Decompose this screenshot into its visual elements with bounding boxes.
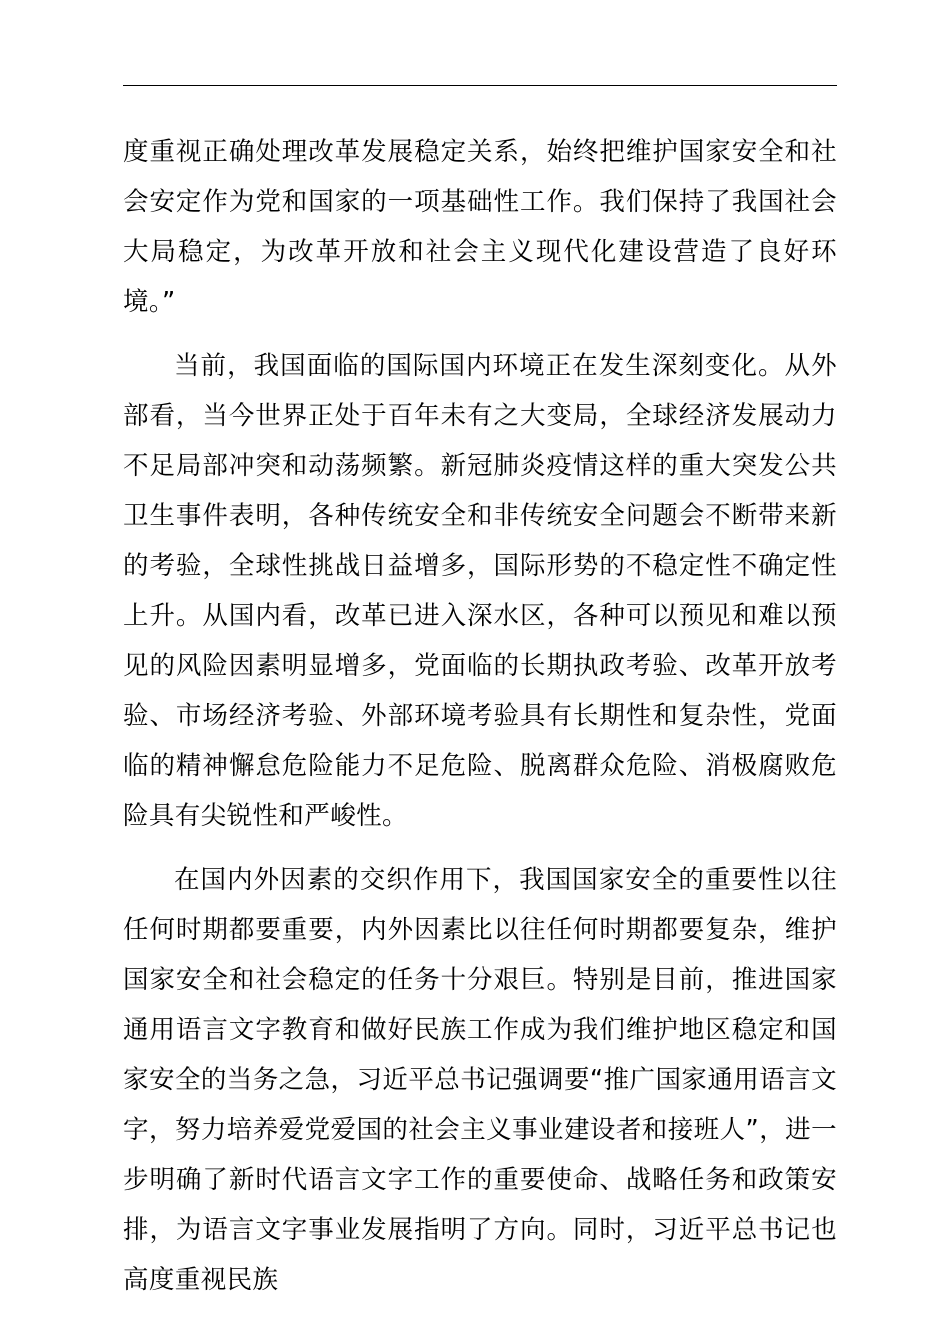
header-rule	[123, 85, 837, 86]
paragraph-continuation: 度重视正确处理改革发展稳定关系，始终把维护国家安全和社会安定作为党和国家的一项基础性工作。我们保持了我国社会大局稳定，为改革开放和社会主义现代化建设营造了良好环境。”	[123, 137, 837, 317]
paragraph-environment: 当前，我国面临的国际国内环境正在发生深刻变化。从外部看，当今世界正处于百年未有之大变局，全球经济发展动力不足局部冲突和动荡频繁。新冠肺炎疫情这样的重大突发公共卫生事件表明，各种传统安全和非传统安全问题会不断带来新的考验，全球性挑战日益增多，国际形势的不稳定性不确定性上升。从国内看，改革已进入深水区，各种可以预见和难以预见的风险因素明显增多，党面临的长期执政考验、改革开放考验、市场经济考验、外部环境考验具有长期性和复杂性，党面临的精神懈怠危险能力不足危险、脱离群众危险、消极腐败危险具有尖锐性和严峻性。	[123, 351, 837, 831]
document-body	[123, 127, 837, 1305]
paragraph-security: 在国内外因素的交织作用下，我国国家安全的重要性以往任何时期都要重要，内外因素比以往任何时期都要复杂，维护国家安全和社会稳定的任务十分艰巨。特别是目前，推进国家通用语言文字教育和做好民族工作成为我们维护地区稳定和国家安全的当务之急，习近平总书记强调要“推广国家通用语言文字，努力培养爱党爱国的社会主义事业建设者和接班人”，进一步明确了新时代语言文字工作的重要使命、战略任务和政策安排，为语言文字事业发展指明了方向。同时，习近平总书记也高度重视民族	[123, 865, 837, 1295]
